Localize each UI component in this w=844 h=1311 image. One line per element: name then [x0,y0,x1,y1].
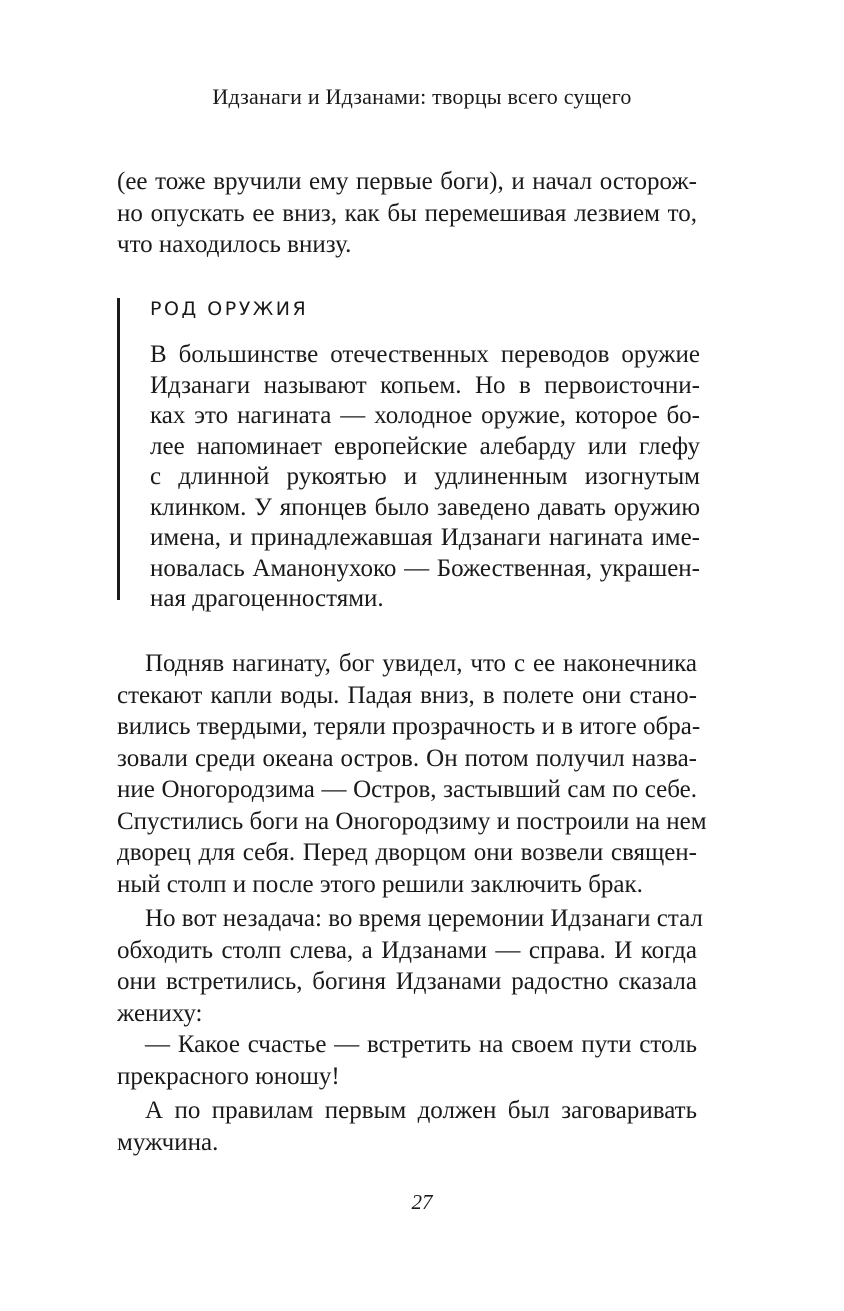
text-line: но опускать ее вниз, как бы перемешивая лезвием то, [117,199,697,227]
paragraph-3 [117,1095,697,1158]
dialogue-line: прекрасного юношу! [117,1062,340,1090]
text-line: клинком. У японцев было заведено давать оружию [150,493,700,521]
sidebar-note [117,298,700,612]
text-line: обходить столп слева, а Идзанами — справа. И когда [117,936,697,964]
text-line: зовали среди океана остров. Он потом получил назва- [117,744,697,772]
running-head: Идзанаги и Идзанами: творцы всего сущего [212,84,632,109]
text-line: с длинной рукоятью и удлиненным изогнутым [150,463,700,490]
paragraph-1 [117,648,707,900]
text-line: ная драгоценностями. [150,585,384,612]
text-line: дворец для себя. Перед дворцом они возвели священ- [117,839,697,866]
text-line: В большинстве отечественных переводов оружие [150,341,700,368]
text-line: они встретились, богиня Идзанами радостно сказала [117,968,697,995]
text-line: ный столп и после этого решили заключить брак. [117,870,643,898]
sidebar-title: РОД ОРУЖИЯ [150,298,309,320]
text-line: лее напоминает европейские алебарду или глефу [150,432,700,460]
text-line: что находилось внизу. [117,231,352,258]
text-line: Подняв нагинату, бог увидел, что с ее наконечника [145,650,697,677]
continuation-paragraph [117,166,697,261]
text-line: имена, и принадлежавшая Идзанаги нагината име- [150,524,700,551]
text-line: вились твердыми, теряли прозрачность и в итоге обра- [117,713,701,740]
text-line: ках это нагината — холодное оружие, которое бо- [150,402,700,429]
text-line: Но вот незадача: во время церемонии Идзанаги стал [145,905,703,932]
text-line: жениху: [117,999,203,1027]
sidebar-body [150,340,700,615]
paragraph-2 [117,903,703,1092]
text-line: ние Оногородзима — Остров, застывший сам по себе. [117,776,697,803]
text-line: стекают капли воды. Падая вниз, в полете они стано- [117,681,697,709]
text-line: мужчина. [117,1128,219,1156]
text-line: Спустились боги на Оногородзиму и построили на нем [117,807,707,835]
text-line: А по правилам первым должен был заговаривать [145,1097,697,1124]
dialogue-line: — Какое счастье — встретить на своем пути столь [145,1031,697,1058]
text-line: новалась Аманонухоко — Божественная, украшен- [150,554,700,582]
text-line: Идзанаги называют копьем. Но в первоисточни- [150,371,700,399]
page-number: 27 [411,1190,433,1214]
text-line: (ее тоже вручили ему первые боги), и начал осторож- [117,168,697,195]
